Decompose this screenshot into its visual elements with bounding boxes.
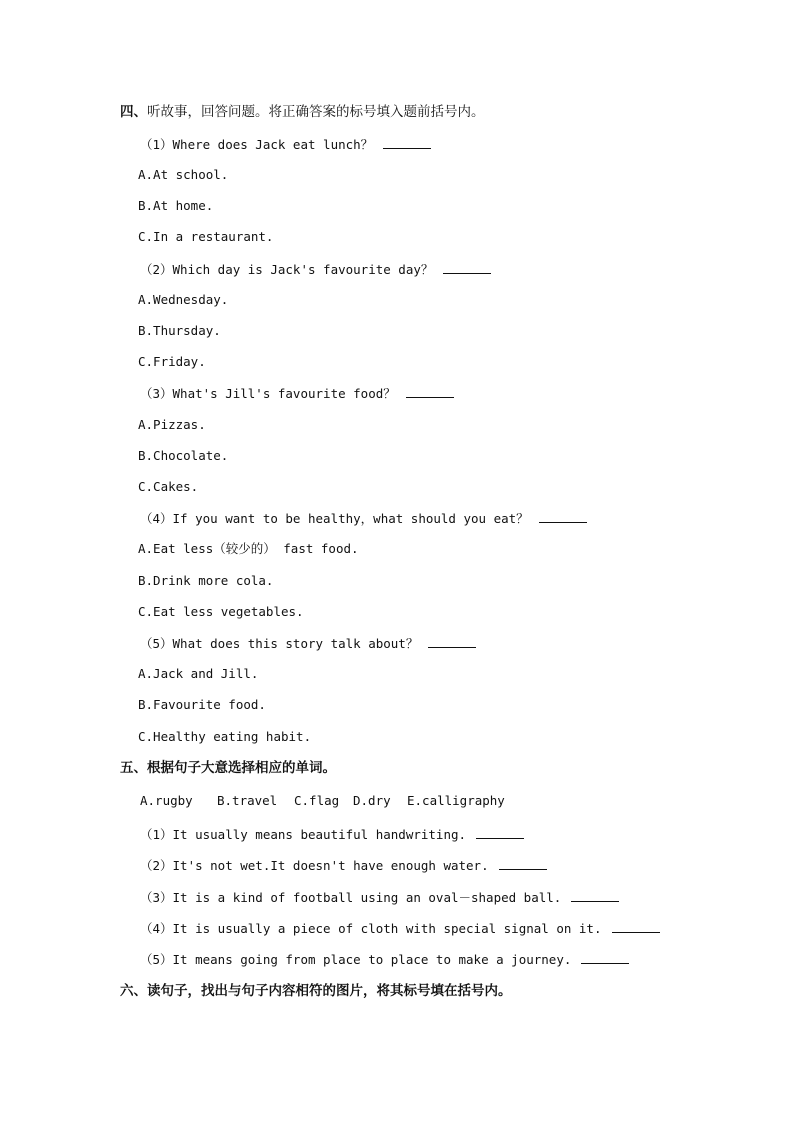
section-4-heading [120, 104, 485, 120]
option: A.Wednesday. [138, 292, 229, 307]
question-text: （1）Where does Jack eat lunch？ [140, 137, 374, 152]
option: C.Friday. [138, 354, 206, 369]
section-6-heading [120, 983, 512, 999]
question-text: （5）It means going from place to place to make a journey. [140, 952, 572, 967]
section-5-title: 根据句子大意选择相应的单词。 [147, 760, 336, 776]
option: B.Favourite food. [138, 697, 266, 712]
option: C.Eat less vegetables. [138, 604, 304, 619]
option: A.Pizzas. [138, 417, 206, 432]
section-6-number: 六、 [120, 983, 147, 999]
question-text: （3）It is a kind of football using an oval－shaped ball. [140, 890, 562, 905]
question-5 [140, 635, 476, 651]
section-4-title: 听故事，回答问题。将正确答案的标号填入题前括号内。 [147, 104, 485, 120]
option: C.In a restaurant. [138, 229, 274, 244]
answer-blank[interactable] [499, 857, 547, 870]
question-text: （2）Which day is Jack's favourite day？ [140, 262, 434, 277]
answer-blank[interactable] [612, 920, 660, 933]
answer-blank[interactable] [428, 635, 476, 648]
answer-blank[interactable] [581, 951, 629, 964]
question-text: （1）It usually means beautiful handwriting. [140, 827, 467, 842]
question-text: （5）What does this story talk about？ [140, 636, 419, 651]
option: B.Chocolate. [138, 448, 229, 463]
question-text: （4）If you want to be healthy，what should you eat？ [140, 511, 529, 526]
answer-blank[interactable] [443, 261, 491, 274]
option: B.At home. [138, 198, 214, 213]
section-5-number: 五、 [120, 760, 147, 776]
s5-question-3 [140, 889, 619, 905]
answer-blank[interactable] [476, 826, 524, 839]
option: A.At school. [138, 167, 229, 182]
section-5-heading [120, 760, 336, 776]
word-choice: D.dry [353, 793, 391, 808]
question-3 [140, 385, 454, 401]
answer-blank[interactable] [539, 510, 587, 523]
word-choice: A.rugby [140, 793, 193, 808]
question-text: （2）It's not wet.It doesn't have enough water. [140, 858, 489, 873]
question-1 [140, 136, 431, 152]
s5-question-4 [140, 920, 660, 936]
question-4 [140, 510, 587, 526]
question-text: （3）What's Jill's favourite food？ [140, 386, 396, 401]
option: A.Jack and Jill. [138, 666, 259, 681]
option: A.Eat less（较少的） fast food. [138, 541, 359, 556]
word-choices [140, 793, 505, 809]
word-choice: E.calligraphy [407, 793, 505, 808]
question-text: （4）It is usually a piece of cloth with special signal on it. [140, 921, 602, 936]
answer-blank[interactable] [406, 385, 454, 398]
s5-question-2 [140, 857, 547, 873]
word-choice: B.travel [217, 793, 278, 808]
option: B.Thursday. [138, 323, 221, 338]
word-choice: C.flag [294, 793, 340, 808]
option: C.Cakes. [138, 479, 199, 494]
option: B.Drink more cola. [138, 573, 274, 588]
answer-blank[interactable] [383, 136, 431, 149]
s5-question-5 [140, 951, 629, 967]
option: C.Healthy eating habit. [138, 729, 312, 744]
section-4-number: 四、 [120, 104, 147, 120]
section-6-title: 读句子，找出与句子内容相符的图片，将其标号填在括号内。 [147, 983, 512, 999]
answer-blank[interactable] [571, 889, 619, 902]
s5-question-1 [140, 826, 524, 842]
question-2 [140, 261, 491, 277]
